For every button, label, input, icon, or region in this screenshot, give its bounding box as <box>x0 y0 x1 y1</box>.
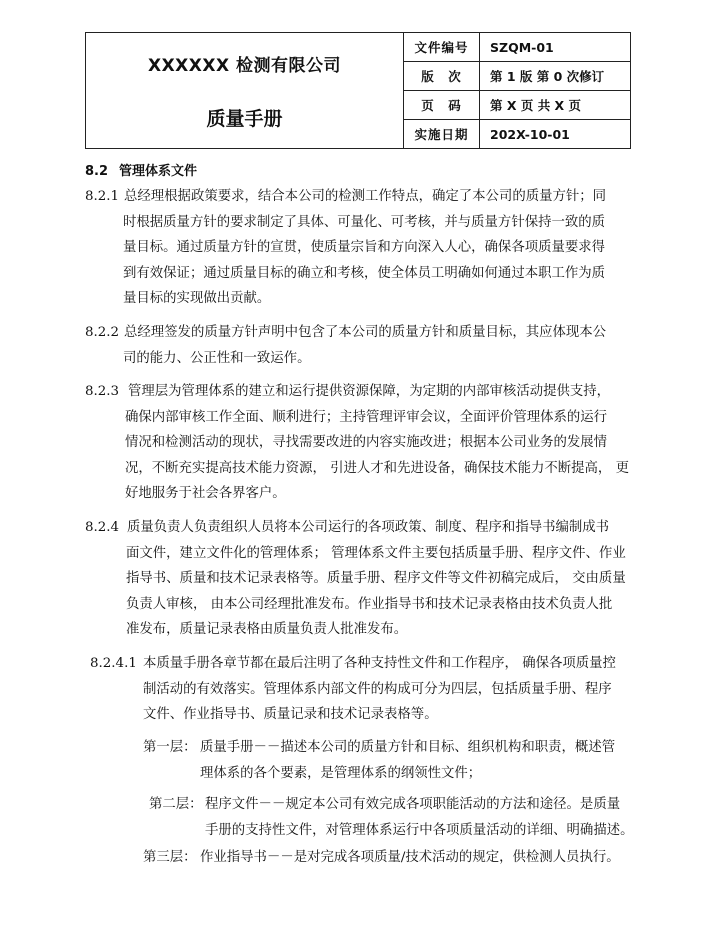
clause-line: 情况和检测活动的现状，寻找需要改进的内容实施改进；根据本公司业务的发展情 <box>125 435 608 450</box>
clause-line: 质量负责人负责组织人员将本公司运行的各项政策、制度、程序和指导书编制成书 <box>127 520 610 535</box>
layer-line: 手册的支持性文件，对管理体系运行中各项质量活动的详细、明确描述。 <box>205 822 634 838</box>
clause-line: 总经理根据政策要求，结合本公司的检测工作特点，确定了本公司的质量方针；同 <box>124 189 607 204</box>
layer-label: 第一层： <box>143 740 197 755</box>
company-title-cell <box>86 33 404 149</box>
clause-line: 量目标。通过质量方针的宣贯，使质量宗旨和方向深入人心，确保各项质量要求得 <box>123 240 606 255</box>
effective-date-label: 实施日期 <box>404 120 480 149</box>
manual-title: 质量手册 <box>206 107 283 130</box>
clause-number: 8.2.3 <box>85 384 120 399</box>
clause-line: 面文件，建立文件化的管理体系； 管理体系文件主要包括质量手册、程序文件、作业 <box>126 545 626 561</box>
page-label: 页 码 <box>404 91 480 120</box>
page-value: 第 X 页 共 X 页 <box>480 91 631 120</box>
doc-number-value: SZQM-01 <box>480 33 631 62</box>
clause-number: 8.2.4 <box>85 520 120 535</box>
clause-line: 本质量手册各章节都在最后注明了各种支持性文件和工作程序， 确保各项质量控 <box>143 656 616 671</box>
clause-line: 文件、作业指导书、质量记录和技术记录表格等。 <box>143 707 438 722</box>
clause-line: 时根据质量方针的要求制定了具体、可量化、可考核，并与质量方针保持一致的质 <box>123 214 606 230</box>
clause-line: 量目标的实现做出贡献。 <box>123 291 271 306</box>
layer-label: 第三层： <box>143 850 197 865</box>
section-number: 8.2 <box>85 164 109 179</box>
clause-line: 司的能力、公正性和一致运作。 <box>123 350 311 366</box>
layer-line: 理体系的各个要素，是管理体系的纲领性文件； <box>200 765 482 781</box>
clause-number: 8.2.2 <box>85 325 120 340</box>
layer-line: 作业指导书－－是对完成各项质量/技术活动的规定，供检测人员执行。 <box>200 850 620 865</box>
clause-line: 负责人审核， 由本公司经理批准发布。作业指导书和技术记录表格由技术负责人批 <box>126 596 613 612</box>
clause-line: 总经理签发的质量方针声明中包含了本公司的质量方针和质量目标，其应体现本公 <box>124 325 607 340</box>
section-heading <box>85 160 197 179</box>
clause-line: 准发布，质量记录表格由质量负责人批准发布。 <box>126 622 408 637</box>
clause-line: 指导书、质量和技术记录表格等。质量手册、程序文件等文件初稿完成后， 交由质量 <box>126 571 626 586</box>
layer-line: 程序文件－－规定本公司有效完成各项职能活动的方法和途径。是质量 <box>205 797 621 812</box>
doc-number-label: 文件编号 <box>404 33 480 62</box>
clause-number: 8.2.1 <box>85 189 120 204</box>
document-header-table <box>85 32 631 149</box>
effective-date-value: 202X-10-01 <box>480 120 631 149</box>
clause-number: 8.2.4.1 <box>90 656 137 671</box>
layer-line: 质量手册－－描述本公司的质量方针和目标、组织机构和职责，概述管 <box>200 740 616 755</box>
clause-line: 况，不断充实提高技术能力资源， 引进人才和先进设备，确保技术能力不断提高， 更 <box>125 460 629 476</box>
version-label: 版 次 <box>404 62 480 91</box>
clause-line: 好地服务于社会各界客户。 <box>125 486 286 501</box>
clause-line: 到有效保证；通过质量目标的确立和考核，使全体员工明确如何通过本职工作为质 <box>123 265 606 281</box>
layer-label: 第二层： <box>149 797 203 812</box>
company-name: XXXXXX 检测有限公司 <box>147 55 342 76</box>
clause-line: 确保内部审核工作全面、顺利进行；主持管理评审会议，全面评价管理体系的运行 <box>125 409 608 425</box>
clause-line: 制活动的有效落实。管理体系内部文件的构成可分为四层，包括质量手册、程序 <box>143 681 612 697</box>
section-title: 管理体系文件 <box>119 164 198 179</box>
version-value: 第 1 版 第 0 次修订 <box>480 62 631 91</box>
clause-line: 管理层为管理体系的建立和运行提供资源保障，为定期的内部审核活动提供支持， <box>128 384 611 399</box>
